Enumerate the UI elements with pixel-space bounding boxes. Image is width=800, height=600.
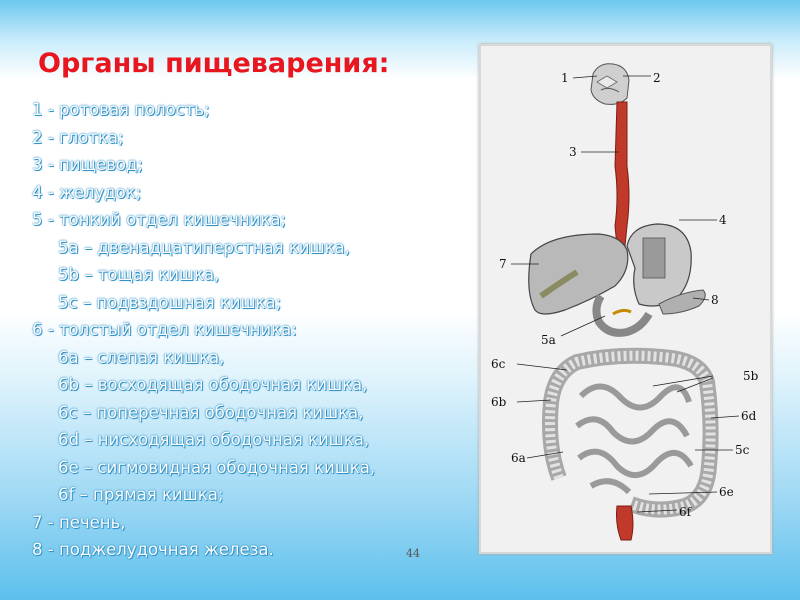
rectum — [617, 506, 634, 540]
legend-item: 2 - глотка; — [32, 127, 124, 147]
label-1: 1 — [561, 71, 569, 85]
label-3: 3 — [569, 145, 577, 159]
label-5a: 5a — [541, 333, 556, 347]
digestive-system-illustration — [479, 44, 772, 554]
legend-item: 4 - желудок; — [32, 182, 142, 202]
label-8: 8 — [711, 293, 719, 307]
legend-item: 8 - поджелудочная железа. — [32, 540, 274, 559]
slide-number: 44 — [406, 547, 420, 560]
legend-subitem: 6f – прямая кишка; — [58, 485, 224, 504]
legend-subitem: 5c – подвздошная кишка; — [58, 292, 282, 312]
legend-item: 6 - толстый отдел кишечника: — [32, 320, 297, 339]
organ-legend — [32, 96, 375, 564]
legend-item: 5 - тонкий отдел кишечника; — [32, 210, 286, 229]
label-6b: 6b — [491, 395, 507, 409]
label-6f: 6f — [679, 505, 692, 519]
legend-subitem: 5b – тощая кишка, — [58, 265, 220, 284]
slide-title: Органы пищеварения: — [38, 48, 390, 79]
label-6c: 6c — [491, 357, 506, 371]
legend-subitem: 5a – двенадцатиперстная кишка, — [58, 237, 350, 257]
legend-subitem: 6a – слепая кишка, — [58, 347, 225, 367]
liver — [529, 234, 628, 314]
legend-item: 7 - печень, — [32, 512, 126, 532]
label-5c: 5c — [735, 443, 750, 457]
legend-subitem: 6b – восходящая ободочная кишка, — [58, 375, 368, 394]
legend-item: 1 - ротовая полость; — [32, 100, 210, 119]
legend-subitem: 6e – сигмовидная ободочная кишка, — [58, 457, 376, 477]
small-intestine — [577, 386, 691, 492]
legend-item: 3 - пищевод; — [32, 155, 143, 174]
label-7: 7 — [499, 257, 507, 271]
oral-cavity — [591, 64, 629, 105]
label-4: 4 — [719, 213, 727, 227]
stomach-inner — [643, 238, 665, 278]
anatomy-drawing — [481, 46, 770, 552]
legend-subitem: 6c – поперечная ободочная кишка, — [58, 402, 364, 422]
label-6e: 6e — [719, 485, 734, 499]
label-6a: 6a — [511, 451, 526, 465]
label-6d: 6d — [741, 409, 757, 423]
legend-subitem: 6d – нисходящая ободочная кишка, — [58, 430, 370, 449]
esophagus — [615, 102, 629, 246]
label-5b: 5b — [743, 369, 759, 383]
label-2: 2 — [653, 71, 661, 85]
